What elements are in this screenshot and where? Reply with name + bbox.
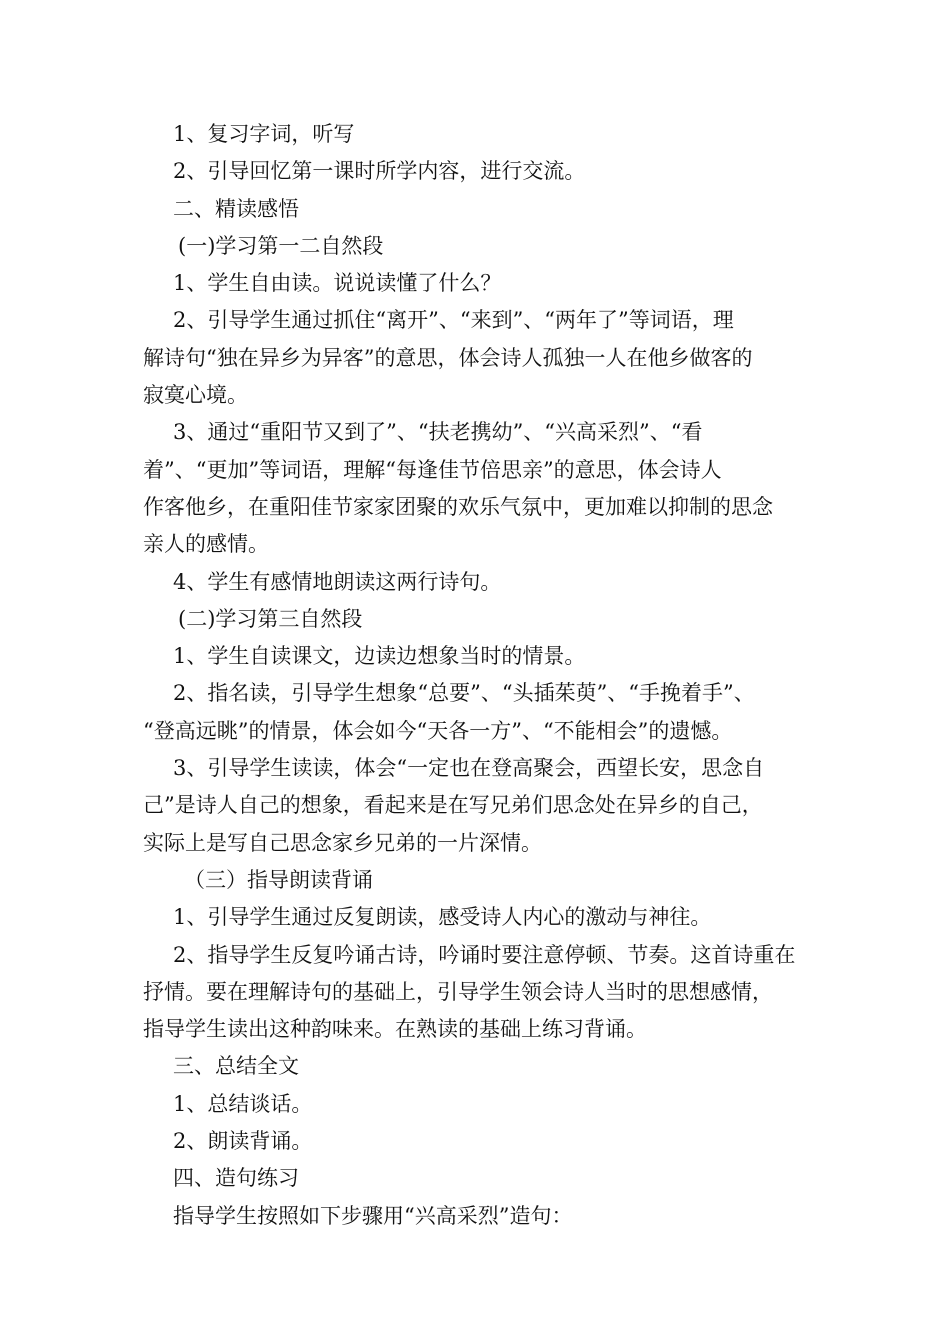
paragraph-line: 1、学生自由读。说说读懂了什么？ [173, 271, 502, 296]
paragraph-line: 1、学生自读课文，边读边想象当时的情景。 [173, 644, 586, 669]
paragraph-line: 己”是诗人自己的想象，看起来是在写兄弟们思念处在异乡的自己， [143, 793, 763, 818]
paragraph-line: 抒情。要在理解诗句的基础上，引导学生领会诗人当时的思想感情， [143, 979, 773, 1004]
section-heading-intensive-reading: 二、精读感悟 [173, 196, 299, 221]
paragraph-line: 解诗句“独在异乡为异客”的意思，体会诗人孤独一人在他乡做客的 [143, 345, 753, 370]
paragraph-line: 4、学生有感情地朗读这两行诗句。 [173, 569, 502, 594]
section-heading-summary: 三、总结全文 [173, 1054, 299, 1079]
paragraph-line: 1、总结谈话。 [173, 1091, 313, 1116]
paragraph-line: 亲人的感情。 [143, 532, 269, 557]
paragraph-line: 着”、“更加”等词语，理解“每逢佳节倍思亲”的意思，体会诗人 [143, 457, 722, 482]
paragraph-line: 2、指导学生反复吟诵古诗，吟诵时要注意停顿、节奏。这首诗重在 [173, 942, 796, 967]
paragraph-line: 作客他乡，在重阳佳节家家团聚的欢乐气氛中，更加难以抑制的思念 [143, 494, 773, 519]
section-heading-sentence-practice: 四、造句练习 [173, 1166, 299, 1191]
paragraph-line: “登高远眺”的情景，体会如今“天各一方”、“不能相会”的遗憾。 [143, 718, 733, 743]
paragraph-line: 1、引导学生通过反复朗读，感受诗人内心的激动与神往。 [173, 905, 712, 930]
paragraph-line: 2、朗读背诵。 [173, 1129, 313, 1154]
step-review-words: 1、复习字词，听写 [173, 122, 355, 146]
paragraph-line: 指导学生按照如下步骤用“兴高采烈”造句： [173, 1203, 573, 1228]
paragraph-line: 2、引导学生通过抓住“离开”、“来到”、“两年了”等词语，理 [173, 308, 734, 333]
step-recall-lesson: 2、引导回忆第一课时所学内容，进行交流。 [173, 159, 586, 184]
paragraph-line: 3、通过“重阳节又到了”、“扶老携幼”、“兴高采烈”、“看 [173, 420, 703, 445]
subsection-heading-2: (二)学习第三自然段 [178, 606, 363, 631]
paragraph-line: 2、指名读，引导学生想象“总要”、“头插茱萸”、“手挽着手”、 [173, 681, 755, 706]
subsection-heading-3: （三）指导朗读背诵 [184, 867, 373, 892]
paragraph-line: 指导学生读出这种韵味来。在熟读的基础上练习背诵。 [143, 1017, 647, 1042]
document-body [143, 116, 815, 1235]
paragraph-line: 实际上是写自己思念家乡兄弟的一片深情。 [143, 830, 542, 855]
subsection-heading-1: (一)学习第一二自然段 [178, 233, 384, 258]
paragraph-line: 寂寞心境。 [143, 383, 248, 408]
paragraph-line: 3、引导学生读读，体会“一定也在登高聚会，西望长安，思念自 [173, 756, 765, 781]
